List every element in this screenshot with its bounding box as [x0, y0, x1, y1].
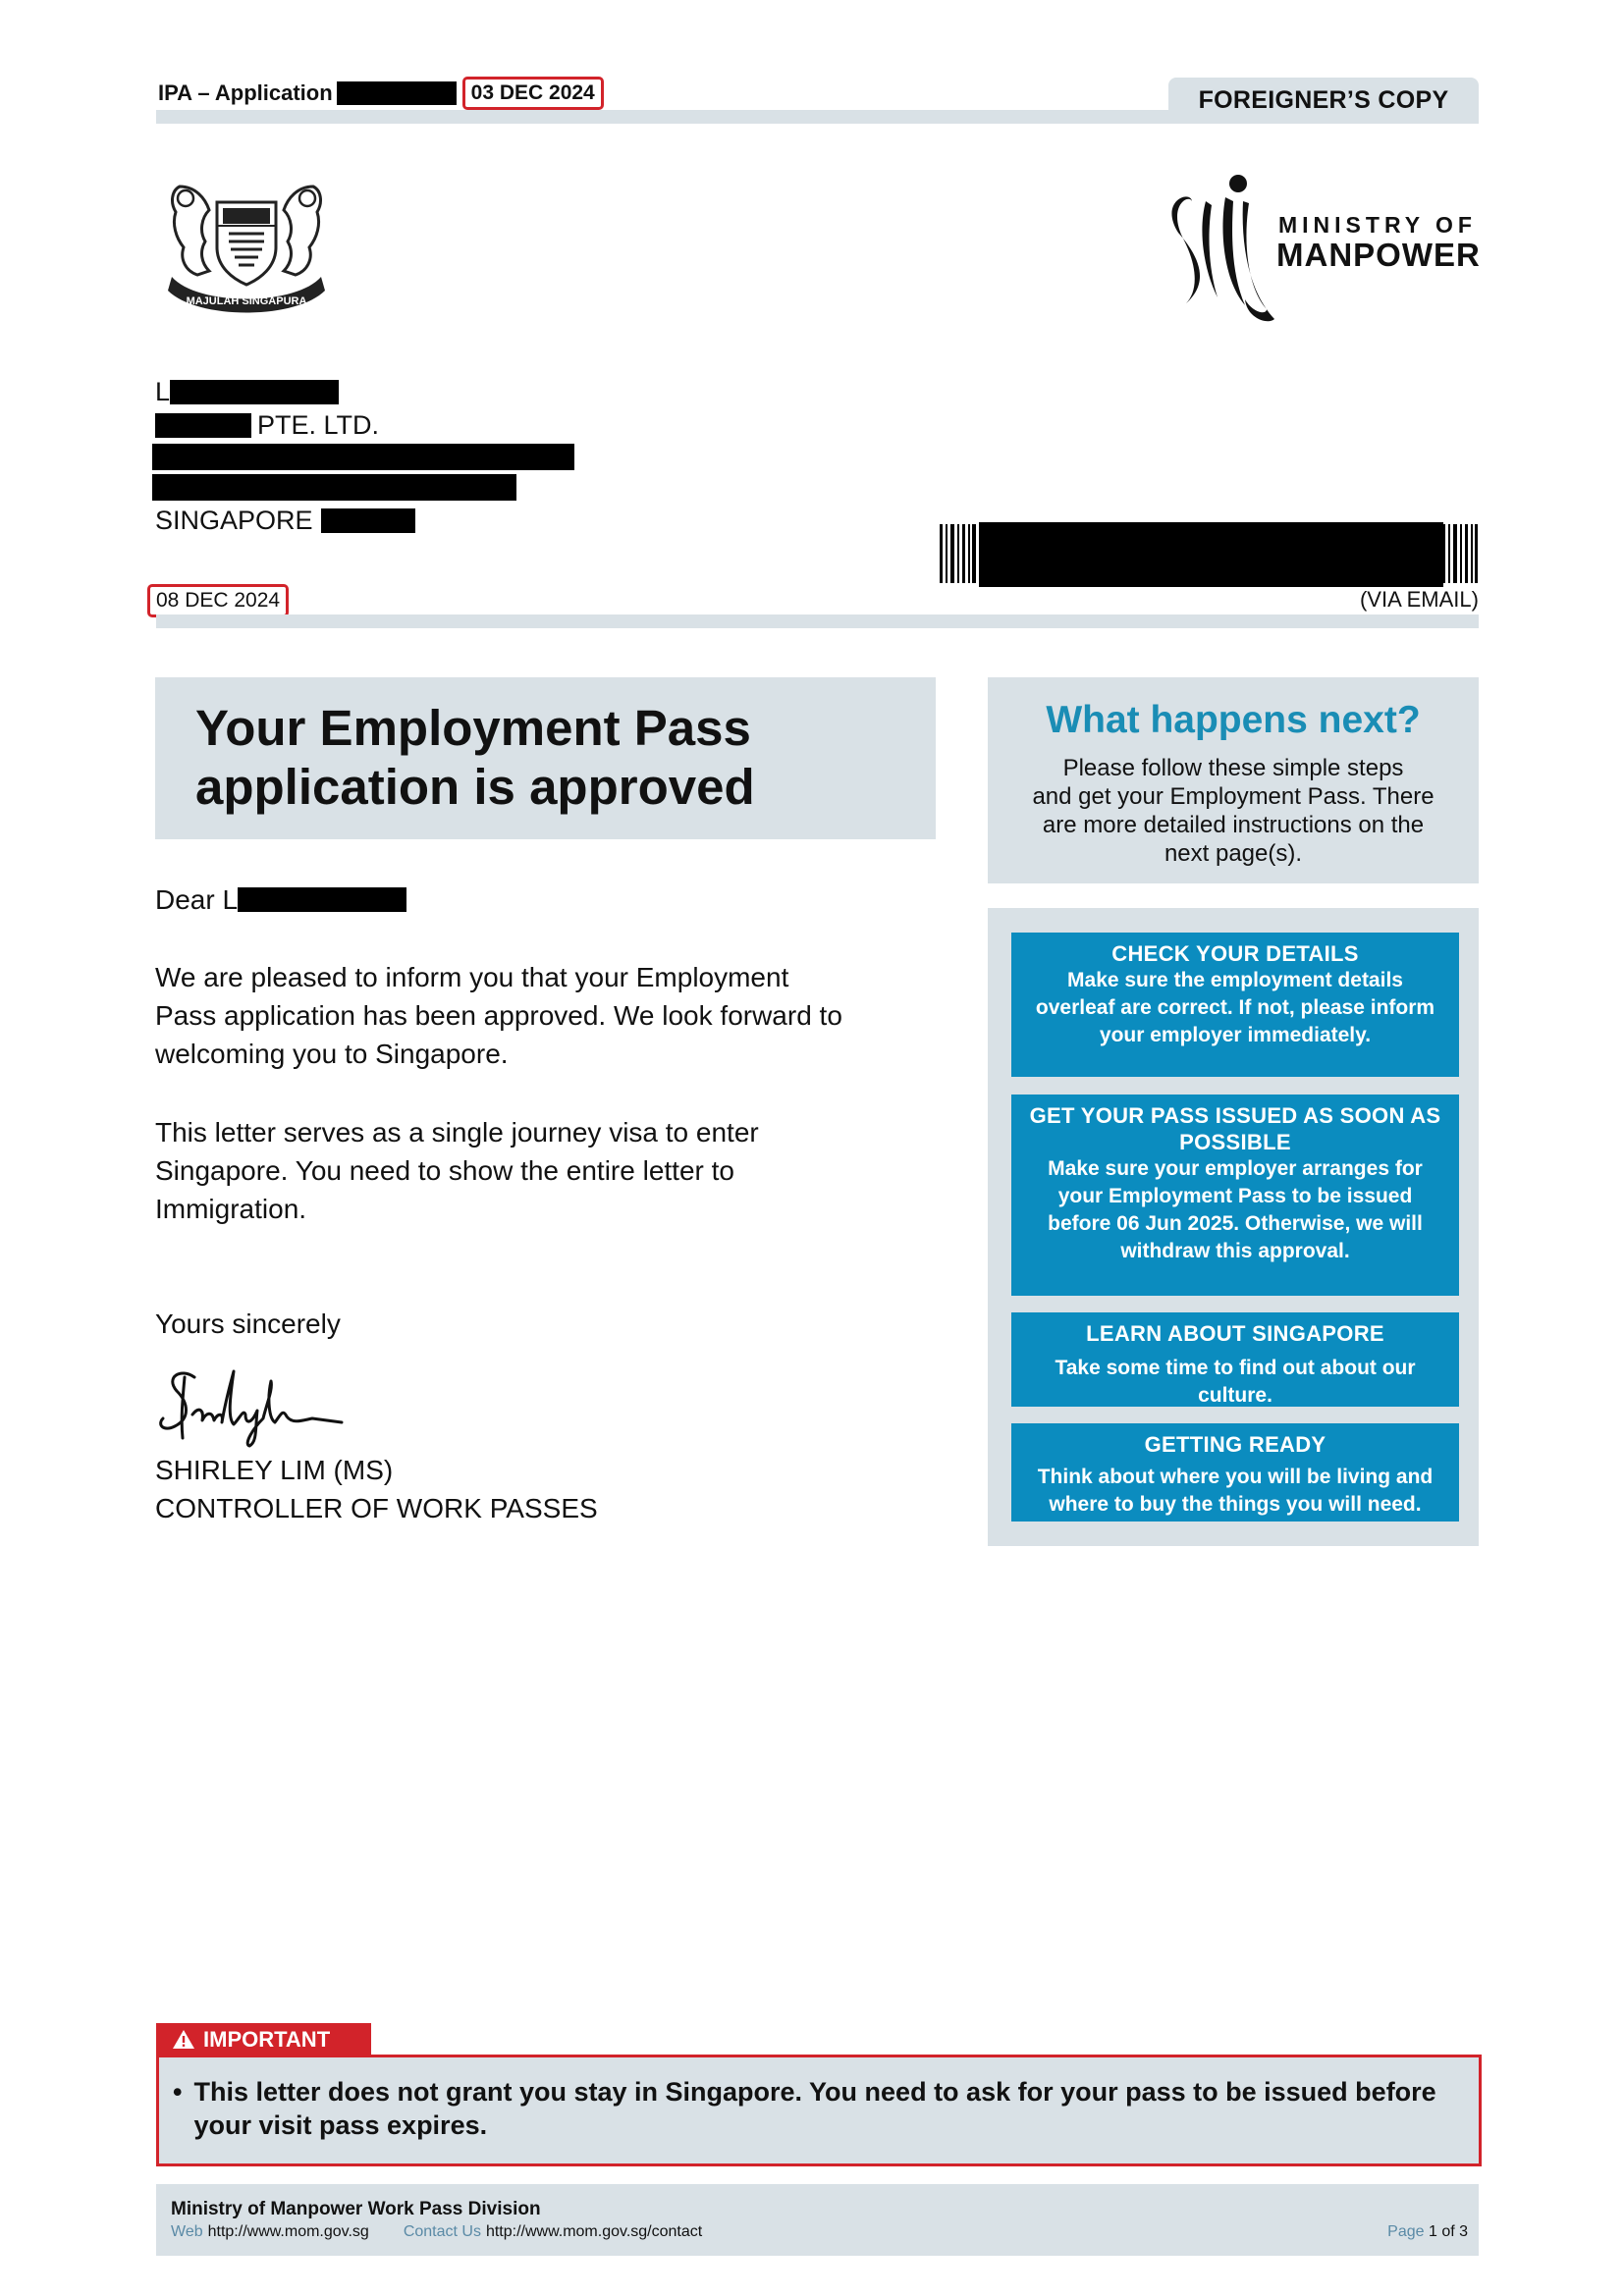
application-ref: [158, 77, 604, 110]
address-line-2: [155, 410, 379, 441]
contact-label: Contact Us: [403, 2223, 481, 2240]
redaction: [152, 444, 574, 470]
step-title: CHECK YOUR DETAILS: [1111, 941, 1359, 966]
redaction: [170, 380, 339, 404]
title-line-2: application is approved: [195, 759, 755, 815]
step-title: GET YOUR PASS ISSUED AS SOON AS POSSIBLE: [1029, 1103, 1441, 1154]
ipa-date: 03 DEC 2024: [462, 77, 604, 110]
redaction: [238, 887, 406, 912]
company-suffix: PTE. LTD.: [257, 410, 380, 440]
step-learn-singapore: [1011, 1312, 1459, 1407]
letter-date: 08 DEC 2024: [147, 584, 289, 617]
address-line-1: [155, 377, 339, 407]
logo-line1: MINISTRY OF: [1278, 212, 1477, 238]
delivery-method: (VIA EMAIL): [1359, 587, 1479, 612]
web-label: Web: [171, 2223, 203, 2240]
next-title: What happens next?: [1046, 699, 1421, 741]
warning-icon: [172, 2029, 195, 2050]
redaction: [979, 522, 1443, 587]
important-text: This letter does not grant you stay in Singapore. You need to ask for your pass to be issued before your visit pass expires.: [193, 2077, 1436, 2140]
separator-rule: [156, 614, 1479, 628]
step-getting-ready: [1011, 1423, 1459, 1522]
redaction: [155, 413, 251, 438]
step-title: LEARN ABOUT SINGAPORE: [1086, 1321, 1384, 1346]
copy-tab: FOREIGNER’S COPY: [1168, 78, 1479, 124]
page-title: [195, 699, 755, 817]
important-label: IMPORTANT: [203, 2026, 331, 2052]
redaction: [321, 508, 415, 533]
closing: Yours sincerely: [155, 1308, 341, 1339]
address-prefix: L: [155, 377, 171, 406]
step-desc: Make sure the employment details overleaf are correct. If not, please inform your employer immediately.: [1035, 969, 1435, 1046]
signer-block: [155, 1451, 598, 1527]
web-link[interactable]: http://www.mom.gov.sg: [207, 2223, 369, 2240]
signer-name: SHIRLEY LIM (MS): [155, 1455, 394, 1485]
greeting: [155, 881, 406, 919]
ipa-label: IPA – Application: [158, 80, 333, 105]
paragraph-1: We are pleased to inform you that your Employment Pass application has been approved. We look forward to welcoming you to Singapore.: [155, 962, 842, 1069]
redaction: [152, 474, 516, 501]
bullet-icon: •: [173, 2077, 183, 2107]
address-line-5: [155, 506, 415, 536]
step-title: GETTING READY: [1144, 1432, 1326, 1457]
step-check-details: [1011, 933, 1459, 1077]
singapore-crest-icon: [158, 169, 335, 318]
step-desc: Think about where you will be living and where to buy the things you will need.: [1037, 1466, 1434, 1516]
crest-motto: MAJULAH SINGAPURA: [186, 295, 307, 307]
page-number: 1 of 3: [1428, 2223, 1468, 2240]
page-indicator: [1335, 2223, 1468, 2241]
title-line-1: Your Employment Pass: [195, 700, 751, 756]
step-desc: Take some time to find out about our culture.: [1055, 1357, 1416, 1407]
footer-links: [171, 2223, 702, 2241]
next-description: Please follow these simple steps and get your Employment Pass. There are more detailed instructions on the next page(s).: [1032, 755, 1435, 867]
footer-org: Ministry of Manpower Work Pass Division: [171, 2199, 541, 2219]
contact-link[interactable]: http://www.mom.gov.sg/contact: [485, 2223, 703, 2240]
redaction: [337, 81, 457, 105]
important-tab: [156, 2023, 371, 2056]
important-notice: [173, 2075, 1449, 2142]
paragraph-2: This letter serves as a single journey visa to enter Singapore. You need to show the entire letter to Immigration.: [155, 1117, 759, 1224]
logo-line2: MANPOWER: [1276, 237, 1481, 273]
address-country: SINGAPORE: [155, 506, 313, 535]
signature-icon: [155, 1360, 356, 1448]
step-desc: Make sure your employer arranges for your Employment Pass to be issued before 06 Jun 2025. Otherwise, we will withdraw this approval.: [1048, 1157, 1423, 1262]
signer-title: CONTROLLER OF WORK PASSES: [155, 1493, 598, 1523]
greeting-text: Dear L: [155, 884, 239, 915]
page-label: Page: [1387, 2223, 1425, 2240]
step-get-pass-issued: [1011, 1095, 1459, 1296]
